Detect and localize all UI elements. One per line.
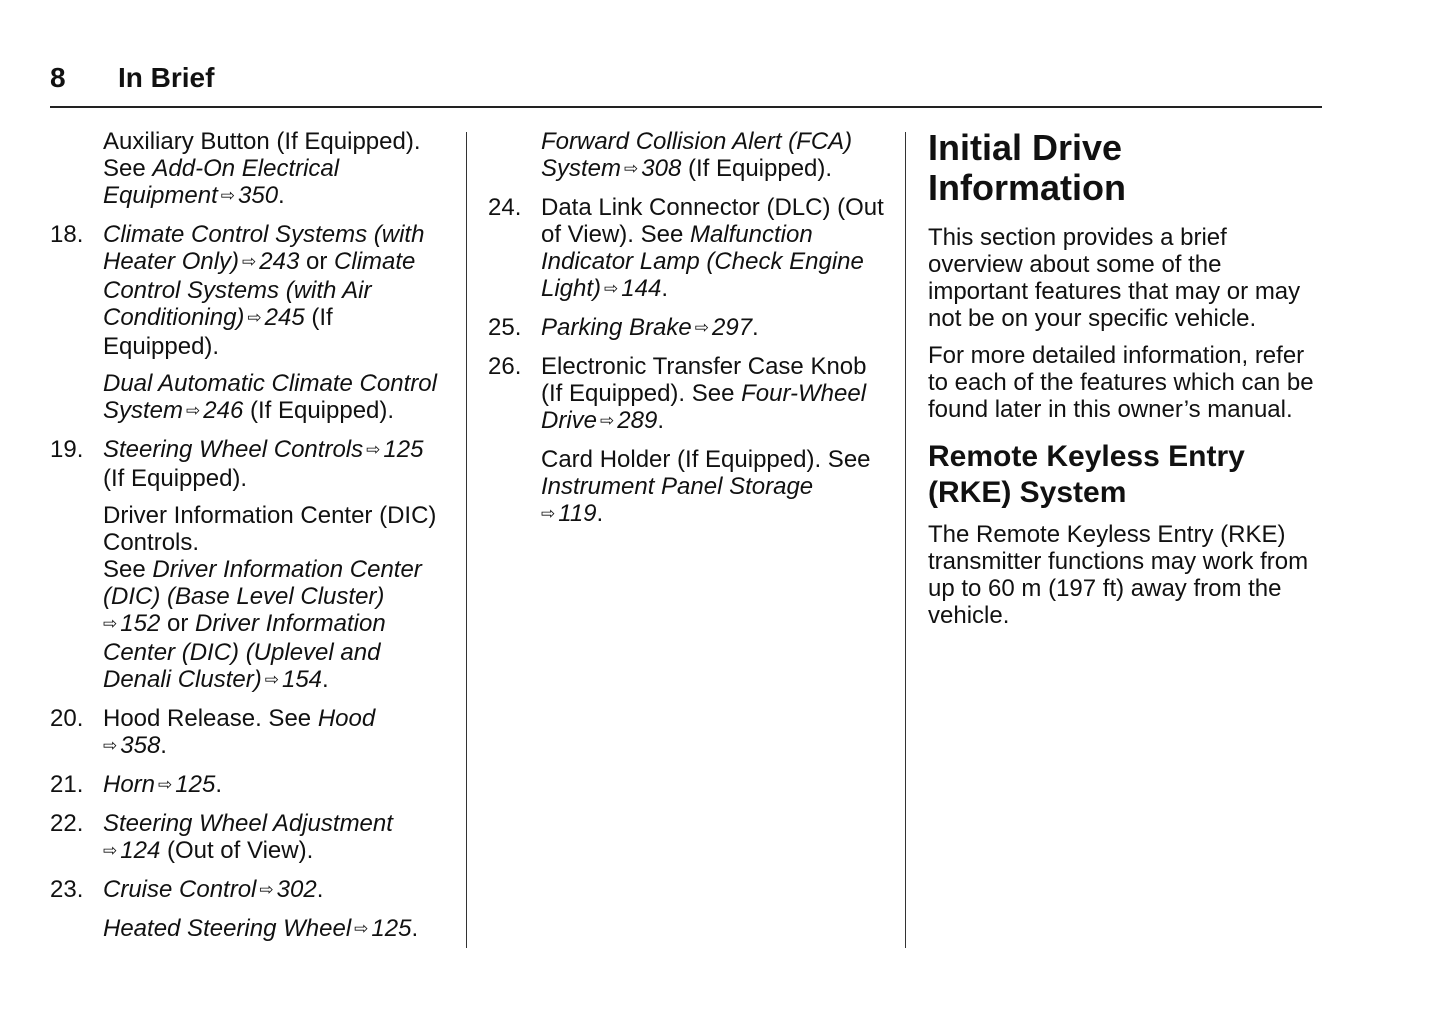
page-ref[interactable]: 289: [617, 407, 658, 434]
cross-reference[interactable]: Dual Automatic Climate Control System: [103, 370, 437, 424]
column-left: [50, 128, 450, 954]
item-number: 22.: [50, 810, 84, 837]
page-ref-arrow-icon: ⇨: [624, 159, 639, 178]
page-ref[interactable]: 245: [264, 304, 305, 331]
page-ref-arrow-icon: ⇨: [366, 440, 381, 459]
list-item: 22. Steering Wheel Adjustment ⇨ 124 (Out of View).: [50, 810, 393, 864]
column-divider: [466, 132, 467, 948]
page-number: 8: [50, 62, 66, 93]
heading-initial-drive: Initial Drive Information: [928, 127, 1126, 208]
page-ref-arrow-icon: ⇨: [247, 308, 262, 327]
column-divider: [905, 132, 906, 948]
list-item: 25. Parking Brake ⇨ 297.: [488, 314, 759, 341]
list-item: 24. Data Link Connector (DLC) (Out of View). See Malfunction Indicator Lamp (Check Engine Light) ⇨ 144.: [488, 194, 884, 302]
detail-paragraph: For more detailed information, refer to each of the features which can be found later in this owner’s manual.: [928, 342, 1314, 423]
cross-reference[interactable]: Steering Wheel Adjustment: [103, 810, 393, 837]
item-number: 19.: [50, 436, 84, 463]
item-number: 24.: [488, 194, 522, 221]
list-item: 18. Climate Control Systems (with Heater Only) ⇨ 243 or Climate Control Systems (with Air Conditioning) ⇨ 245 (If Equipped).: [50, 221, 425, 360]
list-item: 21. Horn ⇨ 125.: [50, 771, 222, 798]
list-item: Heated Steering Wheel ⇨ 125.: [103, 915, 419, 942]
section-title: In Brief: [118, 62, 215, 93]
list-item: Auxiliary Button (If Equipped). See Add-On Electrical Equipment ⇨ 350.: [103, 128, 421, 209]
list-item: 19. Steering Wheel Controls ⇨ 125 (If Equipped).: [50, 436, 424, 492]
cross-reference[interactable]: Cruise Control: [103, 876, 257, 903]
cross-reference[interactable]: Driver Information Center (DIC) (Uplevel and Denali Cluster): [103, 610, 386, 693]
page-header: [50, 60, 1322, 108]
cross-reference[interactable]: Add-On Electrical Equipment: [103, 155, 340, 209]
page-ref-arrow-icon: ⇨: [103, 841, 118, 860]
page-ref-arrow-icon: ⇨: [541, 504, 556, 523]
page-ref[interactable]: 125: [371, 915, 412, 942]
page-ref[interactable]: 144: [621, 275, 662, 302]
cross-reference[interactable]: Horn: [103, 771, 156, 798]
page-ref-arrow-icon: ⇨: [259, 880, 274, 899]
page-ref-arrow-icon: ⇨: [264, 670, 279, 689]
list-item: 26. Electronic Transfer Case Knob (If Equipped). See Four-Wheel Drive ⇨ 289.: [488, 353, 867, 434]
list-item: Card Holder (If Equipped). See Instrument Panel Storage ⇨ 119.: [541, 446, 871, 527]
cross-reference[interactable]: Driver Information Center (DIC) (Base Level Cluster): [103, 556, 422, 610]
page-ref[interactable]: 243: [259, 248, 300, 275]
list-item: 20. Hood Release. See Hood ⇨ 358.: [50, 705, 376, 759]
item-number: 20.: [50, 705, 84, 732]
page-ref[interactable]: 302: [276, 876, 317, 903]
item-number: 18.: [50, 221, 84, 248]
page-ref-arrow-icon: ⇨: [242, 252, 257, 271]
page-ref-arrow-icon: ⇨: [158, 775, 173, 794]
item-number: 25.: [488, 314, 522, 341]
item-number: 21.: [50, 771, 84, 798]
page-ref-arrow-icon: ⇨: [600, 411, 615, 430]
cross-reference[interactable]: Instrument Panel Storage: [541, 473, 814, 500]
page-ref-arrow-icon: ⇨: [604, 279, 619, 298]
cross-reference[interactable]: Malfunction Indicator Lamp (Check Engine Light): [541, 221, 864, 302]
heading-rke: Remote Keyless Entry (RKE) System: [928, 440, 1245, 509]
rke-paragraph: The Remote Keyless Entry (RKE) transmitter functions may work from up to 60 m (197 ft) away from the vehicle.: [928, 521, 1309, 629]
page-ref[interactable]: 152: [120, 610, 161, 637]
column-middle: [488, 128, 888, 539]
page-ref[interactable]: 125: [175, 771, 216, 798]
page-ref[interactable]: 154: [281, 666, 323, 693]
page-ref-arrow-icon: ⇨: [220, 186, 235, 205]
cross-reference[interactable]: Forward Collision Alert (FCA) System: [541, 128, 853, 182]
cross-reference[interactable]: Steering Wheel Controls: [103, 436, 364, 463]
page-ref-arrow-icon: ⇨: [103, 614, 118, 633]
page-ref[interactable]: 125: [383, 436, 424, 463]
column-right: [928, 128, 1328, 639]
page-ref[interactable]: 119: [558, 500, 597, 527]
list-item: Driver Information Center (DIC) Controls. See Driver Information Center (DIC) (Base Level Cluster) ⇨ 152 or Driver Information Center (DIC) (Uplevel and Denali Cluster) ⇨ 154.: [103, 502, 437, 693]
page-ref[interactable]: 350: [238, 182, 279, 209]
page-ref-arrow-icon: ⇨: [694, 318, 709, 337]
cross-reference[interactable]: Parking Brake: [541, 314, 692, 341]
cross-reference[interactable]: Hood: [317, 705, 376, 732]
item-number: 26.: [488, 353, 522, 380]
page-ref[interactable]: 246: [203, 397, 244, 424]
page-ref-arrow-icon: ⇨: [186, 401, 201, 420]
page-ref[interactable]: 358: [120, 732, 161, 759]
intro-paragraph: This section provides a brief overview about some of the important features that may or may not be on your specific vehicle.: [928, 224, 1301, 332]
cross-reference[interactable]: Four-Wheel Drive: [541, 380, 867, 434]
list-item: Dual Automatic Climate Control System ⇨ 246 (If Equipped).: [103, 370, 437, 424]
cross-reference[interactable]: Climate Control Systems (with Air Conditioning): [103, 248, 416, 331]
list-item: 23. Cruise Control ⇨ 302.: [50, 876, 324, 903]
cross-reference[interactable]: Heated Steering Wheel: [103, 915, 352, 942]
list-item: Forward Collision Alert (FCA) System ⇨ 308 (If Equipped).: [541, 128, 853, 182]
page-ref[interactable]: 308: [641, 155, 682, 182]
item-number: 23.: [50, 876, 84, 903]
page-ref-arrow-icon: ⇨: [354, 919, 369, 938]
page-ref[interactable]: 124: [120, 837, 161, 864]
page-ref-arrow-icon: ⇨: [103, 736, 118, 755]
page-ref[interactable]: 297: [712, 314, 753, 341]
cross-reference[interactable]: Climate Control Systems (with Heater Only): [103, 221, 425, 275]
